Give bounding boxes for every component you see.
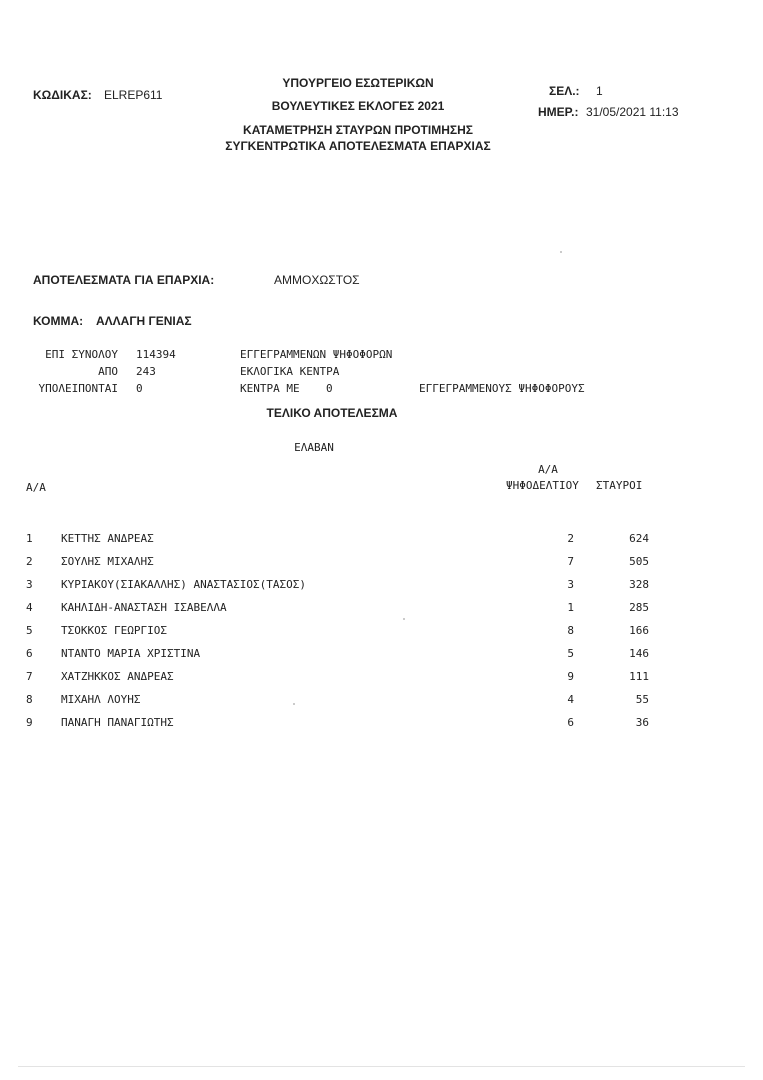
row-index: 1 <box>26 532 33 545</box>
total-label: ΕΠΙ ΣΥΝΟΛΟΥ <box>45 348 118 361</box>
candidate-name: ΠΑΝΑΓΗ ΠΑΝΑΓΙΩΤΗΣ <box>61 716 174 729</box>
row-index: 3 <box>26 578 33 591</box>
row-index: 6 <box>26 647 33 660</box>
ministry-title: ΥΠΟΥΡΓΕΙΟ ΕΣΩΤΕΡΙΚΩΝ <box>282 76 434 90</box>
scan-speck <box>293 703 295 705</box>
vote-count: 285 <box>629 601 649 614</box>
candidate-name: ΝΤΑΝΤΟ ΜΑΡΙΑ ΧΡΙΣΤΙΝΑ <box>61 647 201 660</box>
scan-edge-line <box>18 1066 745 1067</box>
from-label: ΑΠΟ <box>98 365 118 378</box>
district-value: ΑΜΜΟΧΩΣΤΟΣ <box>274 273 360 287</box>
row-index: 4 <box>26 601 33 614</box>
row-index: 2 <box>26 555 33 568</box>
candidate-name: ΜΙΧΑΗΛ ΛΟΥΗΣ <box>61 693 141 706</box>
ballot-number: 6 <box>567 716 574 729</box>
col-index-header: Α/Α <box>26 481 46 494</box>
total-value: 114394 <box>136 348 176 361</box>
report-subtitle: ΣΥΓΚΕΝΤΡΩΤΙΚΑ ΑΠΟΤΕΛΕΣΜΑΤΑ ΕΠΑΡΧΙΑΣ <box>225 139 491 153</box>
party-value: ΑΛΛΑΓΗ ΓΕΝΙΑΣ <box>96 314 192 328</box>
vote-count: 146 <box>629 647 649 660</box>
vote-count: 505 <box>629 555 649 568</box>
date-label: ΗΜΕΡ.: <box>538 105 579 119</box>
candidate-name: ΤΣΟΚΚΟΣ ΓΕΩΡΓΙΟΣ <box>61 624 167 637</box>
ballot-number: 1 <box>567 601 574 614</box>
vote-count: 166 <box>629 624 649 637</box>
from-desc: ΕΚΛΟΓΙΚΑ ΚΕΝΤΡΑ <box>240 365 340 378</box>
col-ballot-header: ΨΗΦΟΔΕΛΤΙΟΥ <box>506 479 579 492</box>
remaining-label: ΥΠΟΛΕΙΠΟΝΤΑΙ <box>38 382 118 395</box>
received-heading: ΕΛΑΒΑΝ <box>294 441 334 454</box>
vote-count: 111 <box>629 670 649 683</box>
ballot-number: 7 <box>567 555 574 568</box>
candidate-name: ΚΑΗΛΙΔΗ-ΑΝΑΣΤΑΣΗ ΙΣΑΒΕΛΛΑ <box>61 601 227 614</box>
row-index: 8 <box>26 693 33 706</box>
ballot-number: 5 <box>567 647 574 660</box>
page-number: 1 <box>596 84 603 98</box>
remaining-value: 0 <box>136 382 143 395</box>
vote-count: 624 <box>629 532 649 545</box>
candidate-name: ΚΥΡΙΑΚΟΥ(ΣΙΑΚΑΛΛΗΣ) ΑΝΑΣΤΑΣΙΟΣ(ΤΑΣΟΣ) <box>61 578 307 591</box>
centers-value: 0 <box>326 382 333 395</box>
candidate-name: ΚΕΤΤΗΣ ΑΝΔΡΕΑΣ <box>61 532 154 545</box>
col-votes-header: ΣΤΑΥΡΟΙ <box>596 479 643 492</box>
from-value: 243 <box>136 365 156 378</box>
party-label: ΚΟΜΜΑ: <box>33 314 84 328</box>
row-index: 7 <box>26 670 33 683</box>
election-title: ΒΟΥΛΕΥΤΙΚΕΣ ΕΚΛΟΓΕΣ 2021 <box>271 99 445 113</box>
code-value: ELREP611 <box>104 88 163 102</box>
district-label: ΑΠΟΤΕΛΕΣΜΑΤΑ ΓΙΑ ΕΠΑΡΧΙΑ: <box>33 273 215 287</box>
ballot-number: 8 <box>567 624 574 637</box>
centers-label: ΚΕΝΤΡΑ ΜΕ <box>240 382 300 395</box>
ballot-number: 3 <box>567 578 574 591</box>
page-label: ΣΕΛ.: <box>549 84 580 98</box>
final-result-heading: ΤΕΛΙΚΟ ΑΠΟΤΕΛΕΣΜΑ <box>266 406 398 420</box>
ballot-number: 2 <box>567 532 574 545</box>
row-index: 5 <box>26 624 33 637</box>
vote-count: 55 <box>635 693 649 706</box>
candidate-name: ΣΟΥΛΗΣ ΜΙΧΑΛΗΣ <box>61 555 154 568</box>
candidate-name: ΧΑΤΖΗΚΚΟΣ ΑΝΔΡΕΑΣ <box>61 670 174 683</box>
ballot-number: 9 <box>567 670 574 683</box>
centers-desc: ΕΓΓΕΓΡΑΜΜΕΝΟΥΣ ΨΗΦΟΦΟΡΟΥΣ <box>419 382 585 395</box>
row-index: 9 <box>26 716 33 729</box>
code-label: ΚΩΔΙΚΑΣ: <box>33 88 92 102</box>
report-title: ΚΑΤΑΜΕΤΡΗΣΗ ΣΤΑΥΡΩΝ ΠΡΟΤΙΜΗΣΗΣ <box>243 123 473 137</box>
date-value: 31/05/2021 11:13 <box>586 105 679 119</box>
scan-speck <box>403 618 405 620</box>
vote-count: 328 <box>629 578 649 591</box>
scan-speck <box>560 251 562 253</box>
col-ballot-index-header: Α/Α <box>538 463 558 476</box>
total-desc: ΕΓΓΕΓΡΑΜΜΕΝΩΝ ΨΗΦΟΦΟΡΩΝ <box>240 348 393 361</box>
ballot-number: 4 <box>567 693 574 706</box>
vote-count: 36 <box>635 716 649 729</box>
